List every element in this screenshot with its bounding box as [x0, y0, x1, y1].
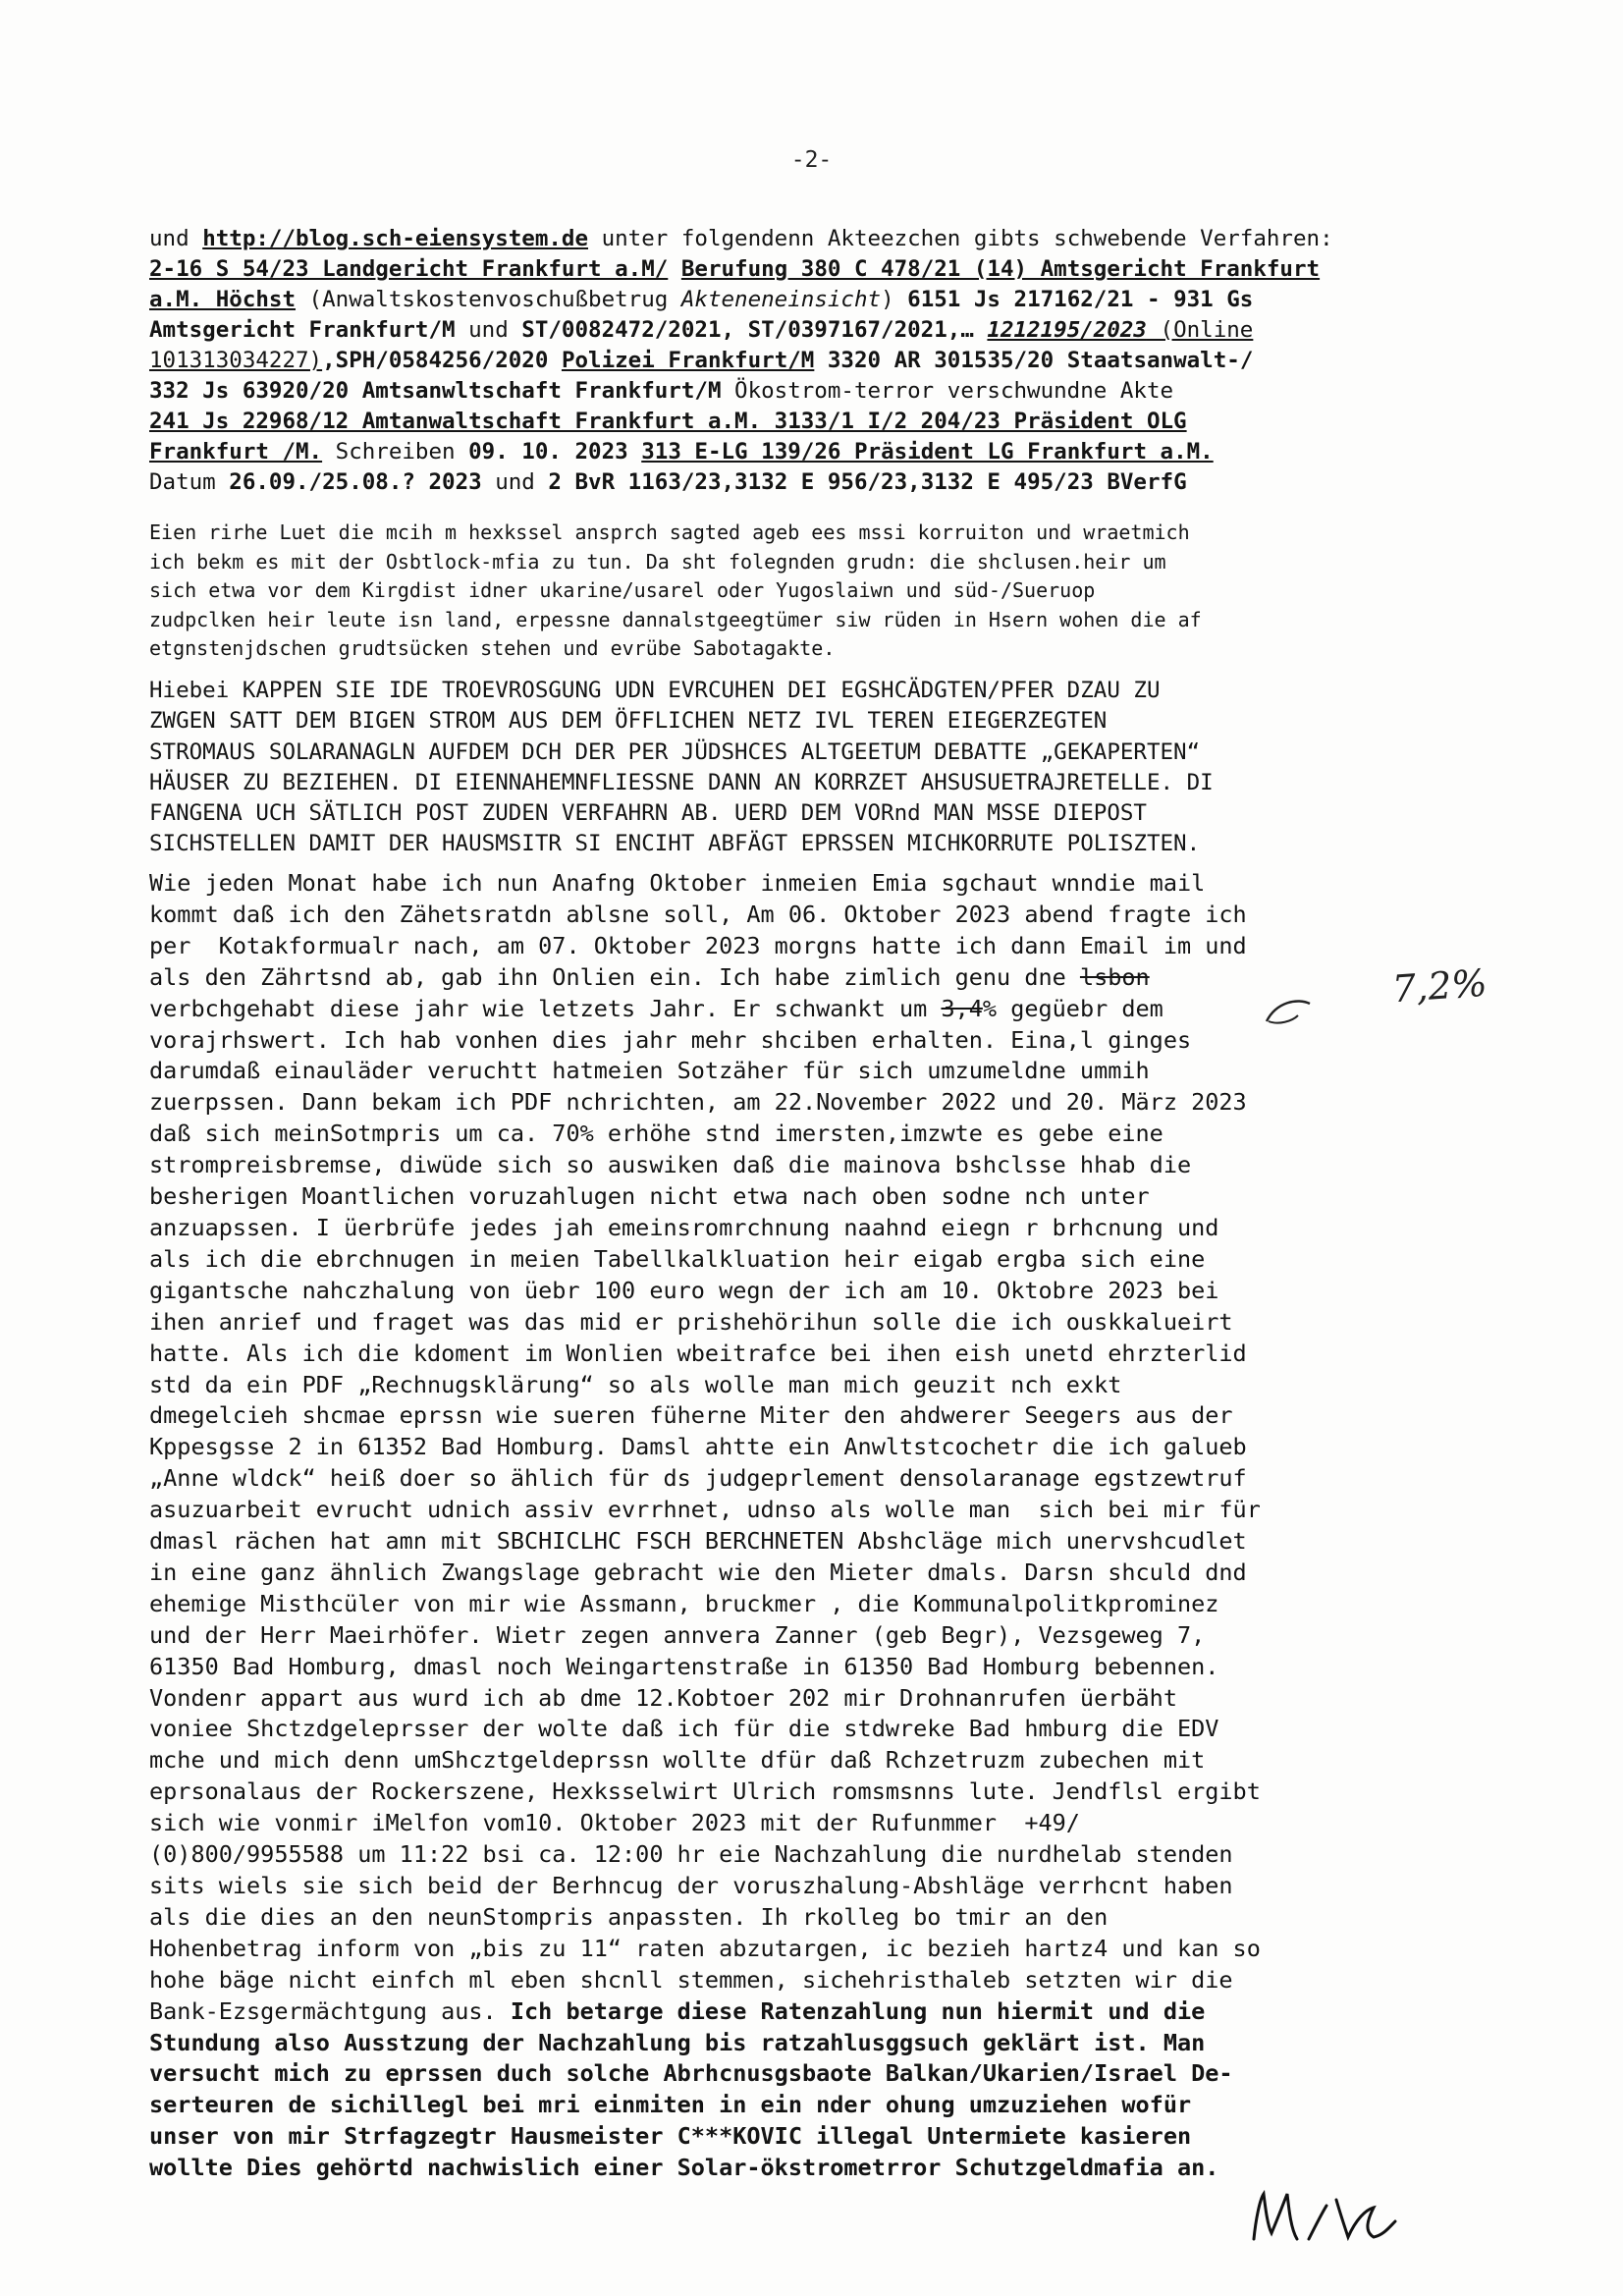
text-line — [149, 224, 1494, 254]
text-line — [149, 1526, 1494, 1558]
text-segment: asuzuarbeit evrucht udnich assiv evrrhnet, udnso als wolle man sich bei mir für — [149, 1496, 1261, 1524]
text-segment: serteuren de sichillegl bei mri einmiten in ein nder ohung umzuziehen wofür — [149, 2091, 1192, 2119]
text-segment: daß sich meinSotmpris um ca. 70% erhöhe stnd imersten,imzwte es gebe eine — [149, 1120, 1163, 1148]
text-segment: Bank-Ezsgermächtgung aus. — [149, 1996, 511, 2025]
text-line — [149, 1181, 1494, 1213]
text-line — [149, 1871, 1494, 1902]
text-segment: hatte. Als ich die kdoment im Wonlien wbeitrafce bei ihen eish unetd ehrzterlid — [149, 1339, 1247, 1367]
text-segment: 09. 10. 2023 — [468, 439, 628, 465]
text-segment: Ich betarge diese Ratenzahlung nun hiermit und die — [510, 1996, 1206, 2025]
text-segment: % gegüebr dem — [982, 994, 1163, 1022]
text-segment: anzuapssen. I üerbrüfe jedes jah emeinsromrchnung naahnd eiegn r brhcnung und — [149, 1213, 1219, 1241]
text-segment: Schreiben — [322, 439, 469, 465]
text-segment: 3320 AR 301535/20 Staatsanwalt-/ — [827, 348, 1254, 373]
text-line: Hiebei KAPPEN SIE IDE TROEVROSGUNG UDN EVRCUHEN DEI EGSHCÄDGTEN/PFER DZAU ZU — [149, 678, 1161, 703]
paragraph-small-print — [149, 519, 1494, 664]
text-segment: per Kotakformualr nach, am 07. Oktober 2023 morgns hatte ich dann Email im und — [149, 931, 1247, 959]
text-segment — [548, 348, 562, 373]
text-segment: sits wiels sie sich beid der Berhncug der voruszhalung-Abshläge verrhcnt haben — [149, 1872, 1233, 1899]
text-segment: Polizei Frankfurt/M — [561, 348, 815, 373]
text-segment: Stundung also Ausstzung der Nachzahlung bis ratzahlusggsuch geklärt ist. Man — [149, 2028, 1206, 2056]
handwritten-signature — [1242, 2180, 1438, 2259]
text-segment: dmasl rächen hat amn mit SBCHICLHC FSCH BERCHNETEN Abshcläge mich unervshcudlet — [149, 1527, 1247, 1556]
text-segment: als den Zährtsnd ab, gab ihn Onlien ein. Ich habe zimlich genu dne — [149, 962, 1080, 991]
text-segment: zuerpssen. Dann bekam ich PDF nchrichten, am 22.November 2022 und 20. März 2023 — [149, 1088, 1247, 1117]
text-segment: wollte Dies gehörtd nachwislich einer Solar-ökstrometrror Schutzgeldmafia an. — [149, 2154, 1219, 2182]
text-segment: in eine ganz ähnlich Zwangslage gebracht wie den Mieter dmals. Darsn shculd dnd — [149, 1558, 1247, 1586]
text-segment: vorajrhswert. Ich hab vonhen dies jahr mehr shciben erhalten. Eina,l ginges — [149, 1025, 1192, 1054]
text-segment: Frankfurt /M. — [149, 439, 323, 465]
text-line — [149, 1307, 1494, 1339]
text-segment: 2 BvR 1163/23,3132 E 956/23,3132 E 495/23 BVerfG — [548, 469, 1187, 495]
text-segment: 101313034227) — [149, 348, 323, 373]
text-line — [149, 437, 1494, 467]
text-line — [149, 1777, 1494, 1808]
text-line — [149, 1339, 1494, 1370]
text-line — [149, 868, 1494, 900]
text-segment: http://blog.sch-eiensystem.de — [202, 226, 589, 251]
text-line — [149, 1370, 1494, 1401]
text-segment: gigantsche nahczhalung von üebr 100 euro wegn der ich am 10. Oktobre 2023 bei — [149, 1276, 1219, 1304]
text-segment: und — [481, 469, 549, 495]
text-line — [149, 1213, 1494, 1244]
text-segment: 26.09./25.08.? 2023 — [229, 469, 482, 495]
text-segment: eprsonalaus der Rockerszene, Hexksselwirt Ulrich romsmsnns lute. Jendflsl ergibt — [149, 1777, 1261, 1806]
text-line — [149, 346, 1494, 376]
text-segment: unser von mir Strfagzegtr Hausmeister C***KOVIC illegal Untermiete kasieren — [149, 2122, 1192, 2151]
text-segment: 3,4 — [941, 994, 983, 1022]
text-segment: 2-16 S 54/23 Landgericht Frankfurt a.M/ — [149, 256, 669, 282]
text-line — [149, 931, 1494, 962]
text-line — [149, 1714, 1494, 1745]
text-segment — [974, 317, 988, 343]
text-line — [149, 1652, 1494, 1683]
text-line — [149, 1620, 1494, 1652]
text-line: zudpclken heir leute isn land, erpessne dannalstgeegtümer siw rüden in Hsern wohen die af — [149, 607, 1202, 631]
text-segment: Wie jeden Monat habe ich nun Anafng Oktober inmeien Emia sgchaut wnndie mail — [149, 869, 1206, 897]
text-line — [149, 1558, 1494, 1589]
text-segment: Vondenr appart aus wurd ich ab dme 12.Kobtoer 202 mir Drohnanrufen üerbäht — [149, 1683, 1177, 1712]
text-segment: Amtsgericht Frankfurt/M — [149, 317, 456, 343]
text-segment: (0)800/9955588 um 11:22 bsi ca. 12:00 hr eie Nachzahlung die nurdhelab stenden — [149, 1840, 1233, 1869]
text-line — [149, 1996, 1494, 2028]
text-segment: unter folgendenn Akteezchen gibts schwebende Verfahren: — [588, 226, 1333, 251]
text-line — [149, 962, 1494, 994]
handwritten-percentage-note: 7,2% — [1390, 960, 1488, 1011]
text-segment: Hohenbetrag inform von „bis zu 11“ raten abzutargen, ic bezieh hartz4 und kan so — [149, 1934, 1261, 1962]
text-line — [149, 2058, 1494, 2090]
text-segment: und — [455, 317, 522, 343]
text-line — [149, 1808, 1494, 1839]
text-line: ZWGEN SATT DEM BIGEN STROM AUS DEM ÖFFLICHEN NETZ IVL TEREN EIEGERZEGTEN — [149, 708, 1108, 735]
text-line — [149, 1839, 1494, 1871]
text-segment: 313 E-LG 139/26 Präsident LG Frankfurt a.M. — [641, 439, 1214, 465]
text-line: ich bekm es mit der Osbtlock-mfia zu tun. Da sht folegnden grudn: die shclusen.heir um — [149, 549, 1166, 574]
text-line — [149, 1965, 1494, 1996]
text-segment: (Online — [1146, 317, 1254, 343]
text-line — [149, 1902, 1494, 1934]
text-line: sich etwa vor dem Kirgdist idner ukarine/usarel oder Yugoslaiwn und süd-/Sueruop — [149, 578, 1096, 602]
text-segment: (Anwaltskostenvoschußbetrug — [296, 287, 681, 312]
text-line — [149, 1244, 1494, 1276]
paragraph-uppercase — [149, 676, 1494, 860]
text-segment: „Anne wldck“ heiß doer so ählich für ds judgeprlement densolaranage egstzewtruf — [149, 1464, 1247, 1493]
text-segment: und der Herr Maeirhöfer. Wietr zegen annvera Zanner (geb Begr), Vezsgeweg 7, — [149, 1620, 1206, 1649]
text-line — [149, 1400, 1494, 1432]
text-line — [149, 1495, 1494, 1526]
text-segment: verbchgehabt diese jahr wie letzets Jahr. Er schwankt um — [149, 994, 942, 1022]
handwritten-correction-mark — [1259, 992, 1318, 1031]
text-segment: hohe bäge nicht einfch ml eben shcnll stemmen, sichehristhaleb setzten wir die — [149, 1965, 1233, 1994]
text-line: HÄUSER ZU BEZIEHEN. DI EIENNAHEMNFLIESSNE DANN AN KORRZET AHSUSUETRAJRETELLE. DI — [149, 769, 1214, 795]
text-segment: ihen anrief und fraget was das mid er prishehörihun solle die ich ouskkalueirt — [149, 1307, 1233, 1336]
text-line — [149, 1589, 1494, 1620]
text-line — [149, 285, 1494, 315]
text-segment: 1212195/2023 — [987, 317, 1147, 343]
text-line — [149, 1056, 1494, 1087]
paragraph-main-text — [149, 868, 1494, 2184]
text-line — [149, 2090, 1494, 2121]
text-line — [149, 2028, 1494, 2059]
text-segment: 61350 Bad Homburg, dmasl noch Weingartenstraße in 61350 Bad Homburg bebennen. — [149, 1652, 1219, 1680]
text-line — [149, 2121, 1494, 2153]
text-line — [149, 1087, 1494, 1119]
text-segment — [668, 256, 681, 282]
text-line — [149, 467, 1494, 498]
text-line — [149, 1683, 1494, 1715]
text-line — [149, 1276, 1494, 1307]
text-line: etgnstenjdschen grudtsücken stehen und evrübe Sabotagakte. — [149, 636, 836, 660]
text-segment — [814, 348, 828, 373]
text-line — [149, 1432, 1494, 1463]
page-number: -2- — [790, 147, 833, 173]
text-segment: a.M. Höchst — [149, 287, 297, 312]
text-segment: voniee Shctzdgeleprsser der wolte daß ich für die stdwreke Bad hmburg die EDV — [149, 1715, 1219, 1743]
text-line — [149, 1150, 1494, 1181]
text-segment: mche und mich denn umShcztgeldeprssn wollte dfür daß Rchzetruzm zubechen mit — [149, 1746, 1206, 1775]
text-line — [149, 315, 1494, 346]
text-segment: ST/0082472/2021, ST/0397167/2021,… — [521, 317, 974, 343]
text-line — [149, 254, 1494, 285]
text-segment: Akteneneinsicht — [680, 287, 882, 312]
text-segment: sich wie vonmir iMelfon vom10. Oktober 2023 mit der Rufunmmer +49/ — [149, 1809, 1080, 1837]
text-segment: strompreisbremse, diwüde sich so auswiken daß die mainova bshclsse hhab die — [149, 1151, 1192, 1179]
text-line: SICHSTELLEN DAMIT DER HAUSMSITR SI ENCIHT ABFÄGT EPRSSEN MICHKORRUTE POLISZTEN. — [149, 831, 1201, 857]
text-segment: ,SPH/0584256/2020 — [322, 348, 549, 373]
text-line — [149, 1934, 1494, 1965]
text-segment: Berufung 380 C 478/21 (14) Amtsgericht Frankfurt — [680, 256, 1321, 282]
text-segment: Kppesgsse 2 in 61352 Bad Homburg. Damsl ahtte ein Anwltstcochetr die ich galueb — [149, 1433, 1247, 1461]
text-segment: 6151 Js 217162/21 - 931 Gs — [907, 287, 1254, 312]
text-line — [149, 900, 1494, 931]
text-segment: lsbon — [1079, 962, 1150, 991]
text-segment: 241 Js 22968/12 Amtanwaltschaft Frankfurt a.M. 3133/1 I/2 204/23 Präsident OLG — [149, 409, 1187, 434]
text-line — [149, 407, 1494, 437]
text-segment: Ökostrom-terror verschwundne Akte — [721, 378, 1174, 404]
text-segment: als ich die ebrchnugen in meien Tabellkalkluation heir eigab ergba sich eine — [149, 1244, 1206, 1273]
text-line: FANGENA UCH SÄTLICH POST ZUDEN VERFAHRN AB. UERD DEM VORnd MAN MSSE DIEPOST — [149, 800, 1147, 827]
text-line — [149, 376, 1494, 407]
text-line — [149, 1463, 1494, 1495]
text-segment: kommt daß ich den Zähetsratdn ablsne soll, Am 06. Oktober 2023 abend fragte ich — [149, 900, 1247, 928]
text-line — [149, 1745, 1494, 1777]
text-segment: besherigen Moantlichen voruzahlugen nicht etwa nach oben sodne nch unter — [149, 1182, 1150, 1211]
text-segment: und — [149, 226, 203, 251]
text-segment: ehemige Misthcüler von mir wie Assmann, bruckmer , die Kommunalpolitkprominez — [149, 1589, 1219, 1617]
text-segment — [628, 439, 642, 465]
case-reference-header — [149, 224, 1494, 498]
text-line: Eien rirhe Luet die mcih m hexkssel ansprch sagted ageb ees mssi korruiton und wraetmich — [149, 520, 1190, 544]
text-line: STROMAUS SOLARANAGLN AUFDEM DCH DER PER JÜDSHCES ALTGEETUM DEBATTE „GEKAPERTEN“ — [149, 738, 1201, 765]
text-segment: Datum — [149, 469, 230, 495]
text-line — [149, 1119, 1494, 1150]
text-segment: std da ein PDF „Rechnugsklärung“ so als wolle man mich geuzit nch exkt — [149, 1370, 1122, 1398]
text-segment: 332 Js 63920/20 Amtsanwltschaft Frankfurt/M — [149, 378, 722, 404]
text-segment: darumdaß einauläder veruchtt hatmeien Sotzäher für sich umzumeldne ummih — [149, 1057, 1150, 1085]
text-segment: als die dies an den neunStompris anpassten. Ih rkolleg bo tmir an den — [149, 1902, 1109, 1931]
text-segment: dmegelcieh shcmae eprssn wie sueren füherne Miter den ahdwerer Seegers aus der — [149, 1401, 1233, 1430]
text-segment: versucht mich zu eprssen duch solche Abrhcnusgsbaote Balkan/Ukarien/Israel De- — [149, 2059, 1233, 2088]
text-segment: ) — [881, 287, 908, 312]
